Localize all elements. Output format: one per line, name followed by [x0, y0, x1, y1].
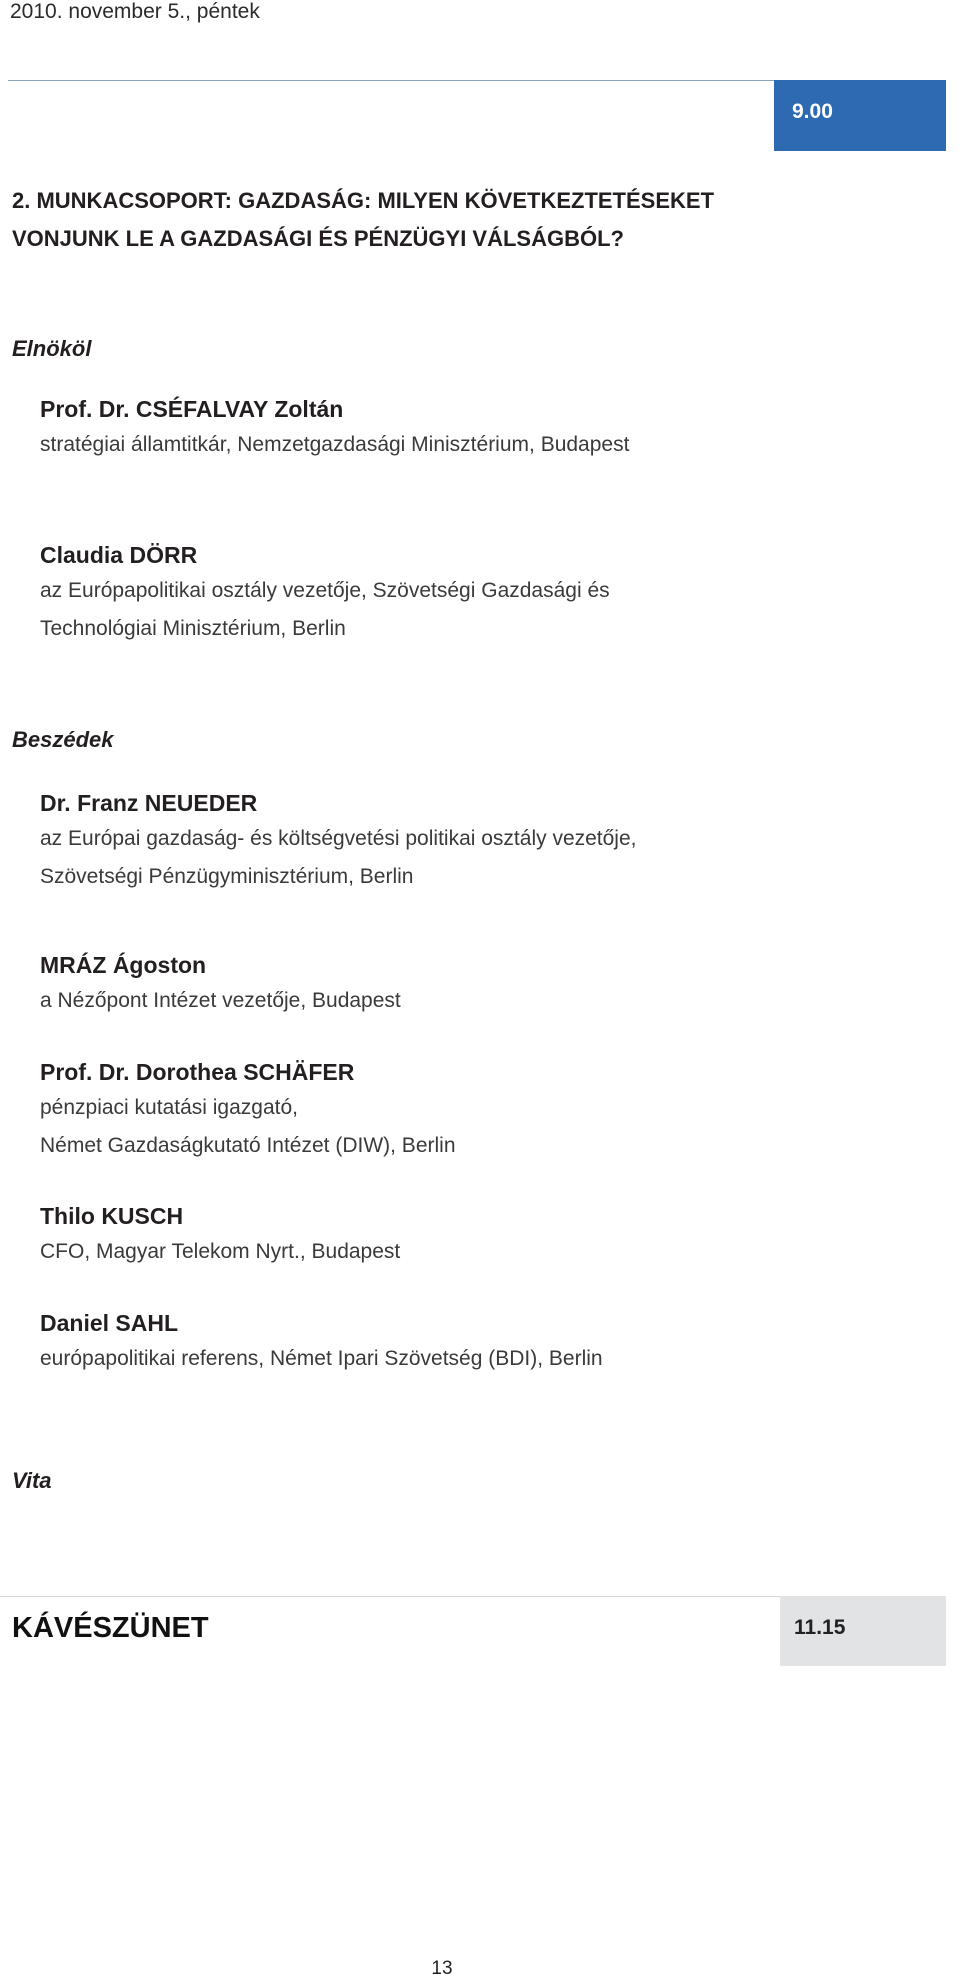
person-name: Claudia DÖRR: [40, 542, 198, 568]
header-date: 2010. november 5., péntek: [10, 0, 260, 23]
break-time-badge: 11.15: [780, 1596, 946, 1666]
person-description: a Nézőpont Intézet vezetője, Budapest: [40, 989, 401, 1012]
break-title: KÁVÉSZÜNET: [12, 1612, 209, 1644]
person-description: az Európai gazdaság- és költségvetési politikai osztály vezetője,: [40, 827, 637, 850]
speaker: [40, 948, 900, 1020]
header-divider: [8, 80, 774, 81]
speaker: [40, 786, 900, 896]
chair-label: Elnököl: [12, 336, 92, 361]
person-description: CFO, Magyar Telekom Nyrt., Budapest: [40, 1240, 401, 1263]
session-title-line-1: 2. MUNKACSOPORT: GAZDASÁG: MILYEN KÖVETKEZTETÉSEKET: [12, 188, 715, 213]
person-description: Technológiai Minisztérium, Berlin: [40, 617, 346, 640]
person-name: Thilo KUSCH: [40, 1203, 184, 1229]
chair-person: [40, 392, 900, 464]
chair-person: [40, 538, 900, 648]
person-name: Prof. Dr. Dorothea SCHÄFER: [40, 1059, 355, 1085]
debate-label: Vita: [12, 1468, 52, 1493]
person-description: Német Gazdaságkutató Intézet (DIW), Berlin: [40, 1134, 456, 1157]
person-description: pénzpiaci kutatási igazgató,: [40, 1096, 298, 1119]
speaker: [40, 1055, 900, 1165]
person-name: MRÁZ Ágoston: [40, 952, 207, 978]
person-name: Prof. Dr. CSÉFALVAY Zoltán: [40, 396, 344, 422]
person-name: Daniel SAHL: [40, 1310, 179, 1336]
person-description: stratégiai államtitkár, Nemzetgazdasági Minisztérium, Budapest: [40, 433, 630, 456]
person-name: Dr. Franz NEUEDER: [40, 790, 258, 816]
person-description: az Európapolitikai osztály vezetője, Szövetségi Gazdasági és: [40, 579, 610, 602]
person-description: Szövetségi Pénzügyminisztérium, Berlin: [40, 865, 414, 888]
session-time-badge: 9.00: [774, 80, 946, 151]
page-number: 13: [431, 1958, 453, 1979]
person-description: európapolitikai referens, Német Ipari Szövetség (BDI), Berlin: [40, 1347, 603, 1370]
speaker: [40, 1199, 900, 1271]
session-title: [12, 182, 812, 258]
session-title-line-2: VONJUNK LE A GAZDASÁGI ÉS PÉNZÜGYI VÁLSÁGBÓL?: [12, 226, 624, 251]
speeches-label: Beszédek: [12, 727, 114, 752]
speaker: [40, 1306, 900, 1378]
break-divider: [0, 1596, 780, 1597]
